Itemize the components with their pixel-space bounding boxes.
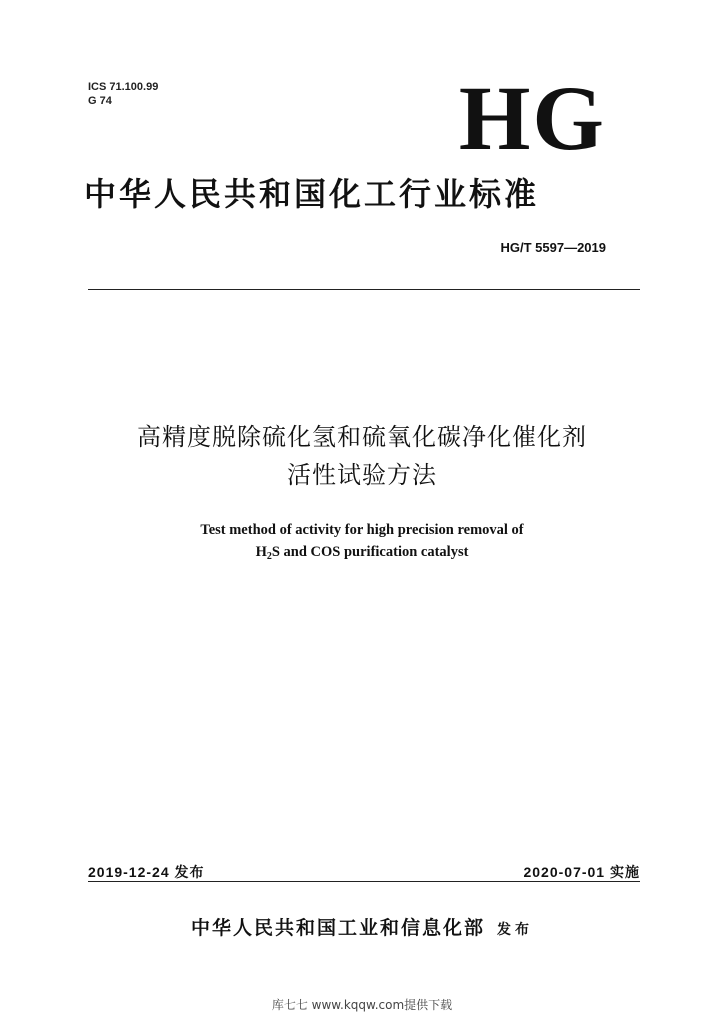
top-divider — [88, 289, 640, 290]
issue-date: 2019-12-24 发布 — [88, 864, 205, 880]
english-title — [60, 519, 664, 563]
english-title-line-1: Test method of activity for high precision removal of — [200, 522, 524, 538]
ccs-code: G 74 — [88, 95, 112, 107]
hg-logo: HG — [458, 67, 606, 169]
classification-codes — [88, 80, 158, 108]
chinese-title-line-2: 活性试验方法 — [287, 461, 437, 489]
english-title-subscript: 2 — [266, 551, 272, 562]
publisher-org: 中华人民共和国工业和信息化部 — [190, 917, 485, 939]
english-title-h: H — [255, 544, 267, 560]
industry-standard-title: 中华人民共和国化工行业标准 — [84, 175, 540, 213]
chinese-title-line-1: 高精度脱除硫化氢和硫氧化碳净化催化剂 — [137, 423, 587, 451]
effective-date: 2020-07-01 实施 — [523, 864, 640, 880]
download-watermark: 库七七 www.kqqw.com提供下载 — [271, 998, 453, 1012]
chinese-title — [60, 418, 664, 494]
ics-code: ICS 71.100.99 — [88, 81, 159, 93]
english-title-line-2 — [60, 541, 664, 563]
publisher — [60, 913, 664, 940]
bottom-divider — [88, 881, 640, 882]
english-title-rest: S and COS purification catalyst — [271, 544, 469, 560]
standard-number: HG/T 5597—2019 — [500, 240, 606, 255]
publisher-label: 发布 — [497, 922, 533, 938]
